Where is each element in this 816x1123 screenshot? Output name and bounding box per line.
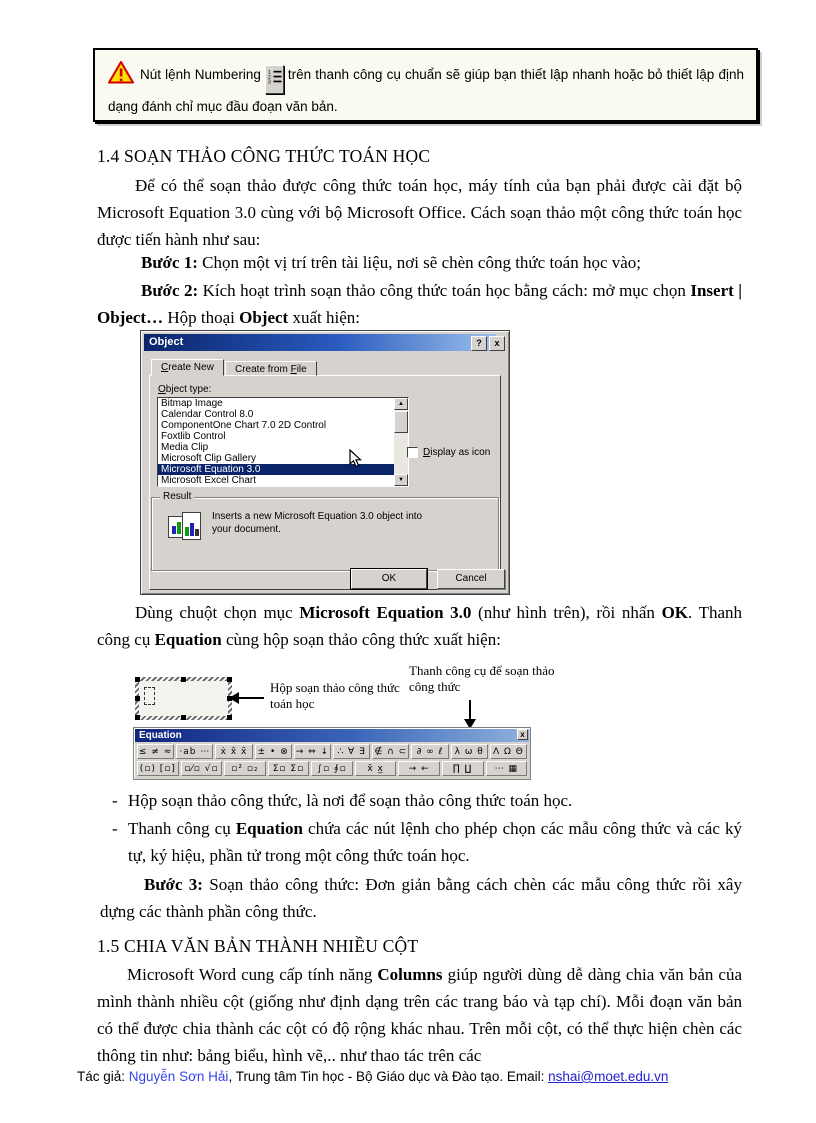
scroll-thumb[interactable] [394,411,408,433]
object-dialog [140,330,510,595]
object-type-listbox [157,397,409,487]
spaces-ellipses-button[interactable]: ·ab ⋯ [176,744,213,759]
subscript-superscript-templates-button[interactable]: ▫² ▫₂ [224,761,266,776]
equation-editor-figure [97,660,742,786]
display-as-icon-checkbox[interactable] [407,447,418,458]
matrix-templates-button[interactable]: ⋯ ▦ [486,761,528,776]
object-type-item[interactable]: Microsoft Clip Gallery [161,453,257,464]
bullet-list [97,787,742,869]
greek-uppercase-button[interactable]: Λ Ω Θ [490,744,527,759]
mouse-cursor-icon [349,449,362,468]
listbox-scrollbar[interactable] [394,398,408,486]
svg-text:2: 2 [267,74,271,81]
integral-templates-button[interactable]: ∫▫ ∮▫ [311,761,353,776]
misc-symbols-button[interactable]: ∂ ∞ ℓ [411,744,448,759]
section-1-5-heading: 1.5 CHIA VĂN BẢN THÀNH NHIỀU CỘT [97,936,419,956]
list-item: - Thanh công cụ Equation chứa các nút lệnh cho phép chọn các mẫu công thức và các ký tự, ký hiệu, phần tử trong một công thức toán học. [97,815,742,869]
set-theory-symbols-button[interactable]: ∉ ∩ ⊂ [372,744,409,759]
svg-text:3: 3 [267,79,271,84]
close-button[interactable]: x [489,336,505,351]
object-type-item[interactable]: ComponentOne Chart 7.0 2D Control [161,420,327,431]
summation-templates-button[interactable]: Σ▫ Σ▫ [268,761,310,776]
after-dialog-paragraph: Dùng chuột chọn mục Microsoft Equation 3.0 (như hình trên), rồi nhấn OK. Thanh công cụ Equation cùng hộp soạn thảo công thức xuất hiện: [97,603,743,649]
relational-symbols-button[interactable]: ≤ ≠ ≈ [137,744,174,759]
equation-toolbar-close-button[interactable]: x [517,729,528,740]
equation-toolbar-row2 [136,760,528,777]
page-footer [77,1069,757,1084]
equation-empty-slot [144,687,155,705]
result-description: Inserts a new Microsoft Equation 3.0 object into your document. [212,511,423,535]
email-link[interactable]: nshai@moet.edu.vn [548,1069,669,1084]
fraction-radical-templates-button[interactable]: ▫⁄▫ √▫ [181,761,223,776]
toolbar-callout: Thanh công cụ để soạn thảo công thức [409,663,555,694]
tab-create-from-file[interactable]: Create from File [225,361,317,376]
numbering-button-icon [265,65,284,94]
footer-mid: , Trung tâm Tin học - Bộ Giáo dục và Đào tạo. Email: [228,1069,549,1084]
author-link[interactable]: Nguyễn Sơn Hải [128,1069,229,1084]
help-button[interactable]: ? [471,336,487,351]
product-set-templates-button[interactable]: ∏ ∐ [442,761,484,776]
dialog-system-buttons [471,336,505,351]
ok-button[interactable]: OK [351,569,427,589]
result-label: Result [160,491,194,502]
object-type-item[interactable]: Microsoft Excel Chart [161,475,257,486]
cancel-button[interactable]: Cancel [437,569,505,589]
note-text-pre: Nút lệnh Numbering [140,67,261,82]
equation-toolbar-titlebar: Equation [135,729,529,742]
object-type-item[interactable]: Bitmap Image [161,398,223,409]
object-type-item-selected[interactable]: Microsoft Equation 3.0 [158,464,395,475]
columns-paragraph: Microsoft Word cung cấp tính năng Columns giúp người dùng dễ dàng chia văn bản của mình thành nhiều cột (giống như định dạng trên các trang báo và tạp chí). Mỗi đoạn văn bản có thể được chia thành các cột có độ rộng khác nhau. Trên mỗi cột, có thể thực hiện chèn các thông tin như: bảng biểu, hình vẽ,.. như thao tác trên các [97,965,742,1065]
dialog-title: Object [149,336,184,348]
equation-toolbar [133,727,531,780]
object-type-item[interactable]: Calendar Control 8.0 [161,409,254,420]
fence-templates-button[interactable]: (▫) [▫] [137,761,179,776]
dash-bullet: - [112,819,118,838]
step3-paragraph: Bước 3: Soạn thảo công thức: Đơn giản bằng cách chèn các mẫu công thức rồi xây dựng các thành phần công thức. [100,875,742,921]
object-type-item[interactable]: Media Clip [161,442,209,453]
edit-box-callout: Hộp soạn thảo công thức toán học [270,680,400,711]
note-box [93,48,758,122]
operator-symbols-button[interactable]: ± • ⊗ [255,744,292,759]
equation-edit-box [135,677,232,720]
dash-bullet: - [112,791,118,810]
tab-create-new[interactable]: Create New [151,359,224,376]
object-type-label: Object type: [158,384,212,395]
svg-text:1: 1 [267,70,271,76]
step1-paragraph: Bước 1: Chọn một vị trí trên tài liệu, nơi sẽ chèn công thức toán học vào; [141,253,642,272]
dialog-titlebar [144,334,496,351]
equation-edit-area [139,681,228,716]
equation-toolbar-row1 [136,743,528,760]
logical-symbols-button[interactable]: ∴ ∀ ∃ [333,744,370,759]
greek-lowercase-button[interactable]: λ ω θ [451,744,488,759]
result-groupbox [151,491,499,571]
warning-icon [108,61,134,92]
note-text-post: trên thanh công cụ chuẩn sẽ giúp bạn thiết lập nhanh hoặc bỏ thiết lập định dạng đánh chỉ mục đầu đoạn văn bản. [108,67,744,114]
underbar-overbar-templates-button[interactable]: x̄ x̲ [355,761,397,776]
scroll-up-button[interactable]: ▲ [394,398,408,410]
labeled-arrow-templates-button[interactable]: → ← [398,761,440,776]
footer-prefix: Tác giả: [77,1069,129,1084]
equation-object-icon [168,512,208,546]
display-as-icon-label: Display as icon [423,447,491,458]
document-icon [182,512,201,540]
intro-paragraph: Để có thể soạn thảo được công thức toán học, máy tính của bạn phải được cài đặt bộ Microsoft Equation 3.0 cùng với bộ Microsoft Office. Cách soạn thảo một công thức toán học được tiến hành như sau: [97,176,742,249]
section-1-4-heading: 1.4 SOẠN THẢO CÔNG THỨC TOÁN HỌC [97,146,431,166]
scroll-down-button[interactable]: ▼ [394,474,408,486]
object-type-item[interactable]: Foxtlib Control [161,431,226,442]
list-item: - Hộp soạn thảo công thức, là nơi để soạn thảo công thức toán học. [97,787,742,814]
arrow-symbols-button[interactable]: → ⇔ ↓ [294,744,331,759]
embellishments-button[interactable]: ẋ x̂ x̃ [215,744,252,759]
step2-paragraph: Bước 2: Kích hoạt trình soạn thảo công thức toán học bằng cách: mở mục chọn Insert | Object… Hộp thoại Object xuất hiện: [97,281,742,327]
